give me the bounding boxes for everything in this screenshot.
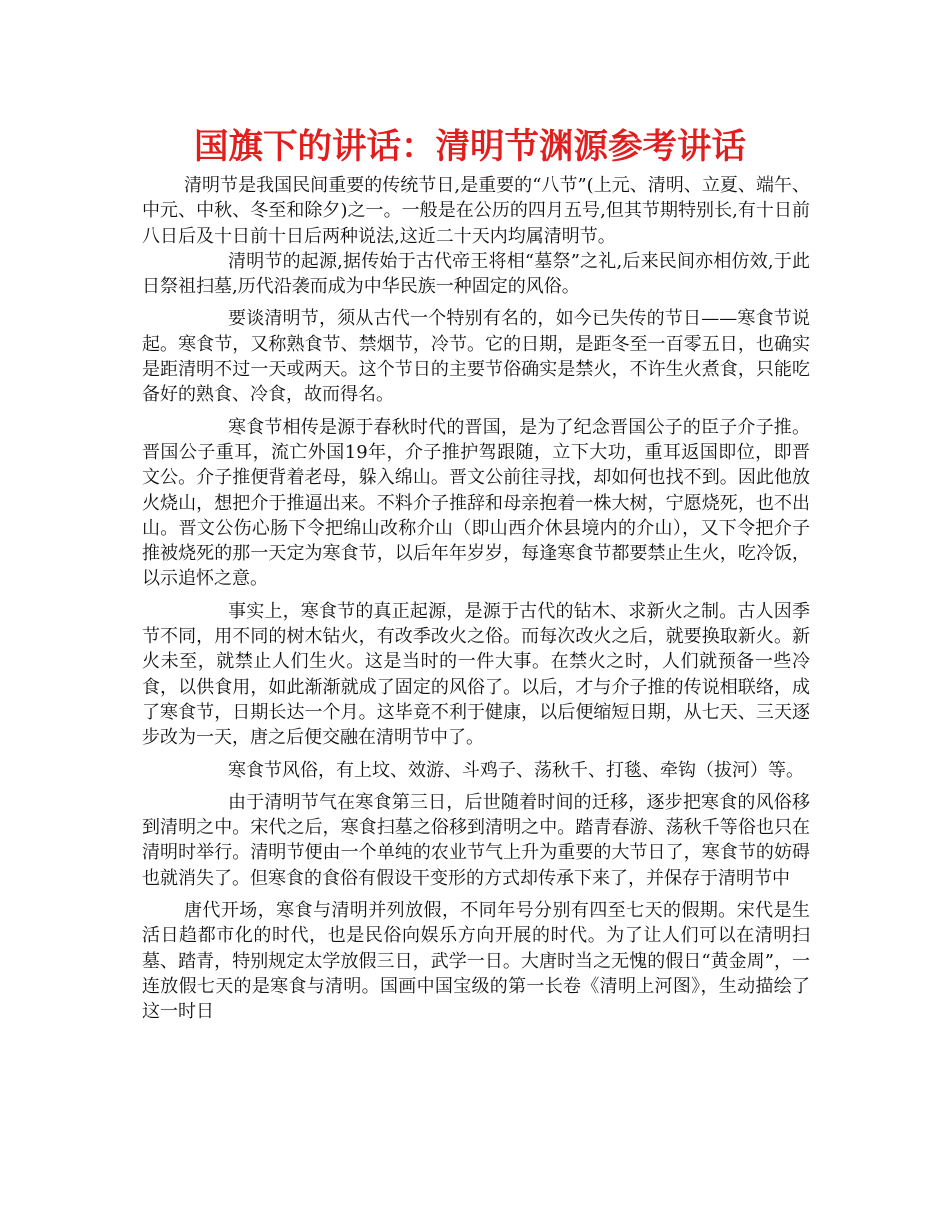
paragraph-jie-zitui: 寒食节相传是源于春秋时代的晋国，是为了纪念晋国公子的臣子介子推。晋国公子重耳，流亡外国19年，介子推护驾跟随，立下大功，重耳返国即位，即晋文公。介子推便背着老母，躲入绵山。晋文公前往寻找，却如何也找不到。因此他放火烧山，想把介于推逼出来。不料介子推辞和母亲抱着一株大树，宁愿烧死，也不出山。晋文公伤心肠下令把绵山改称介山（即山西介休县境内的介山），又下令把介子推被烧死的那一天定为寒食节，以后年年岁岁，每逢寒食节都要禁止生火，吃冷饭，以示追怀之意。 [142,416,810,590]
paragraph-holiday: 唐代开场，寒食与清明并列放假，不同年号分别有四至七天的假期。宋代是生活日趋都市化的时代，也是民俗向娱乐方向开展的时代。为了让人们可以在清明扫墓、踏青，特别规定太学放假三日，武学一日。大唐时当之无愧的假日“黄金周”，一连放假七天的是寒食与清明。国画中国宝级的第一长卷《清明上河图》，生动描绘了这一时日 [142,900,810,1023]
paragraph-new-fire: 事实上，寒食节的真正起源，是源于古代的钻木、求新火之制。古人因季节不同，用不同的树木钻火，有改季改火之俗。而每次改火之后，就要换取新火。新火未至，就禁止人们生火。这是当时的一件大事。在禁火之时，人们就预备一些冷食，以供食用，如此渐渐就成了固定的风俗了。以后，才与介子推的传说相联络，成了寒食节，日期长达一个月。这毕竟不利于健康，以后便缩短日期，从七天、三天逐步改为一天，唐之后便交融在清明节中了。 [142,600,810,749]
paragraph-merge: 由于清明节气在寒食第三日，后世随着时间的迁移，逐步把寒食的风俗移到清明之中。宋代之后，寒食扫墓之俗移到清明之中。踏青春游、荡秋千等俗也只在清明时举行。清明节便由一个单纯的农业节气上升为重要的大节日了，寒食节的妨碍也就消失了。但寒食的食俗有假设干变形的方式却传承下来了，并保存于清明节中 [142,791,810,889]
paragraph-origin: 清明节的起源,据传始于古代帝王将相“墓祭”之礼,后来民间亦相仿效,于此日祭祖扫墓,历代沿袭而成为中华民族一种固定的风俗。 [142,250,810,298]
paragraph-hanshi-intro: 要谈清明节，须从古代一个特别有名的，如今已失传的节日——寒食节说起。寒食节，又称熟食节、禁烟节，冷节。它的日期，是距冬至一百零五日，也确实是距清明不过一天或两天。这个节日的主要节俗确实是禁火，不许生火煮食，只能吃备好的熟食、冷食，故而得名。 [142,308,810,406]
paragraph-intro: 清明节是我国民间重要的传统节日,是重要的“八节”(上元、清明、立夏、端午、中元、中秋、冬至和除夕)之一。一般是在公历的四月五号,但其节期特别长,有十日前八日后及十日前十日后两种说法,这近二十天内均属清明节。 [142,175,810,247]
paragraph-customs: 寒食节风俗，有上坟、效游、斗鸡子、荡秋千、打毯、牵钩（拔河）等。 [228,759,804,781]
document-page [142,124,810,1025]
document-title: 国旗下的讲话：清明节渊源参考讲话 [194,127,746,167]
